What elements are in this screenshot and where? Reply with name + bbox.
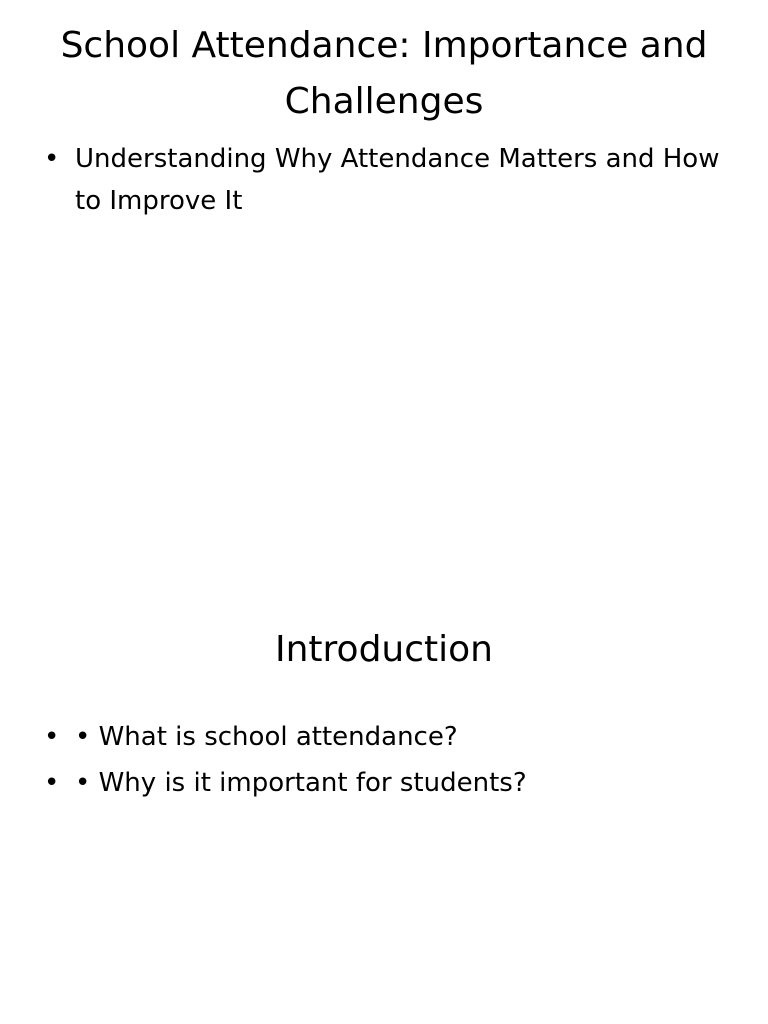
- bullet-text: • What is school attendance?: [75, 722, 458, 752]
- bullet-text: Understanding Why Attendance Matters and How to Improve It: [75, 144, 720, 216]
- slide-2: [0, 512, 768, 1024]
- bullet-item: [40, 714, 730, 760]
- bullet-marker-icon: •: [44, 144, 60, 174]
- bullet-marker-icon: •: [44, 768, 60, 798]
- slide-title: Introduction: [274, 629, 493, 670]
- bullet-text: • Why is it important for students?: [75, 768, 527, 798]
- bullet-item: [40, 138, 730, 222]
- bullet-marker-icon: •: [44, 722, 60, 752]
- bullet-list: [40, 138, 730, 222]
- bullet-item: [40, 760, 730, 806]
- bullet-list: [40, 714, 730, 806]
- slide-title: School Attendance: Importance and Challenges: [60, 25, 708, 122]
